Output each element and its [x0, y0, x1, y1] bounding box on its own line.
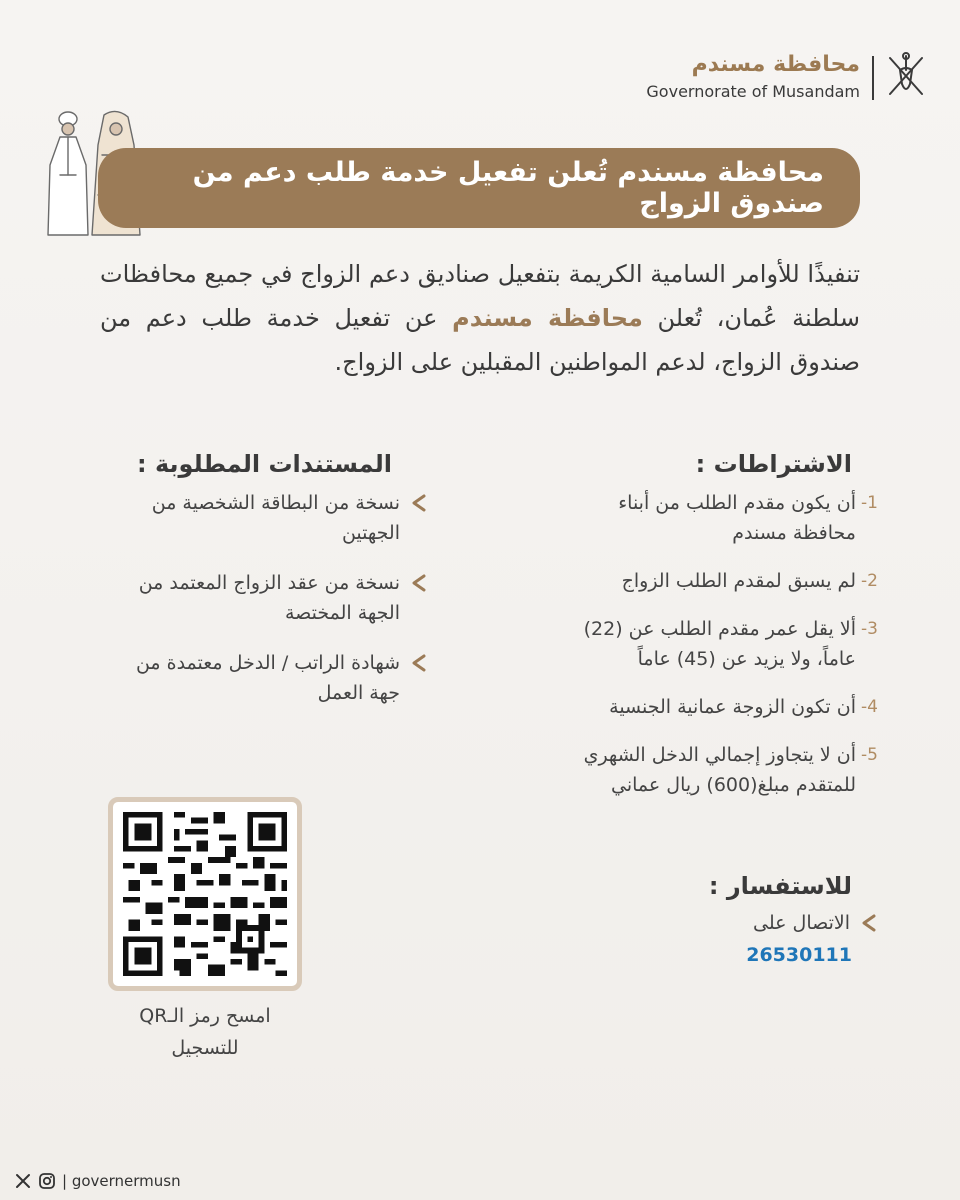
social-handle[interactable]: | governermusn: [62, 1172, 181, 1190]
condition-text: أن لا يتجاوز إجمالي الدخل الشهري للمتقدم مبلغ(600) ريال عماني: [583, 744, 856, 796]
condition-number: 3-: [861, 619, 878, 639]
conditions-heading: الاشتراطات :: [695, 450, 852, 478]
logo-arabic: محافظة مسندم: [691, 52, 860, 77]
document-item: [110, 488, 430, 548]
chevron-left-icon: [408, 492, 430, 514]
condition-text: أن يكون مقدم الطلب من أبناء محافظة مسندم: [618, 492, 856, 544]
phone-number[interactable]: 26530111: [746, 944, 852, 966]
documents-heading-wrap: [137, 450, 392, 478]
document-text: نسخة من البطاقة الشخصية من الجهتين: [151, 492, 400, 544]
inquiry-row: [753, 912, 880, 934]
condition-number: 5-: [861, 745, 878, 765]
condition-text: لم يسبق لمقدم الطلب الزواج: [621, 570, 856, 592]
conditions-list: [568, 488, 878, 818]
qr-code[interactable]: [108, 797, 302, 991]
inquiry-heading: للاستفسار :: [708, 872, 852, 900]
chevron-left-icon: [408, 572, 430, 594]
condition-item: [568, 614, 878, 674]
condition-item: [568, 566, 878, 596]
condition-item: [568, 692, 878, 722]
logo-divider: [872, 56, 874, 100]
title-banner: [98, 148, 860, 228]
condition-number: 4-: [861, 697, 878, 717]
inquiry-label: الاتصال على: [753, 912, 850, 934]
condition-text: ألا يقل عمر مقدم الطلب عن (22) عاماً، ولا يزيد عن (45) عاماً: [583, 618, 856, 670]
logo-english: Governorate of Musandam: [646, 82, 860, 101]
condition-number: 2-: [861, 571, 878, 591]
qr-code-icon: [123, 812, 287, 976]
intro-paragraph: [100, 252, 860, 384]
qr-caption-line1: امسح رمز الـQR: [139, 1005, 271, 1027]
document-item: [110, 568, 430, 628]
intro-highlight: محافظة مسندم: [452, 304, 643, 332]
documents-list: [110, 488, 430, 728]
document-text: شهادة الراتب / الدخل معتمدة من جهة العمل: [135, 652, 400, 704]
document-item: [110, 648, 430, 708]
chevron-left-icon: [408, 652, 430, 674]
qr-caption: [110, 1000, 300, 1064]
condition-item: [568, 488, 878, 548]
document-text: نسخة من عقد الزواج المعتمد من الجهة المختصة: [138, 572, 400, 624]
chevron-left-icon: [858, 912, 880, 934]
oman-khanjar-emblem-icon: [882, 50, 930, 102]
condition-item: [568, 740, 878, 800]
conditions-heading-wrap: [696, 450, 852, 478]
condition-text: أن تكون الزوجة عمانية الجنسية: [609, 696, 856, 718]
intro-part1: تنفيذًا للأوامر السامية الكريمة بتفعيل صناديق دعم الزواج في جميع محافظات سلطنة عُمان، تُعلن: [100, 260, 860, 332]
intro-part2: عن تفعيل خدمة طلب دعم من صندوق الزواج، لدعم المواطنين المقبلين على الزواج.: [100, 304, 860, 376]
condition-number: 1-: [861, 493, 878, 513]
inquiry-heading-wrap: [709, 872, 852, 900]
social-footer: [14, 1172, 181, 1190]
qr-caption-line2: للتسجيل: [171, 1037, 239, 1059]
documents-heading: المستندات المطلوبة :: [137, 450, 392, 478]
instagram-icon[interactable]: [38, 1172, 56, 1190]
x-icon[interactable]: [14, 1172, 32, 1190]
page-title: محافظة مسندم تُعلن تفعيل خدمة طلب دعم من صندوق الزواج: [192, 157, 824, 219]
